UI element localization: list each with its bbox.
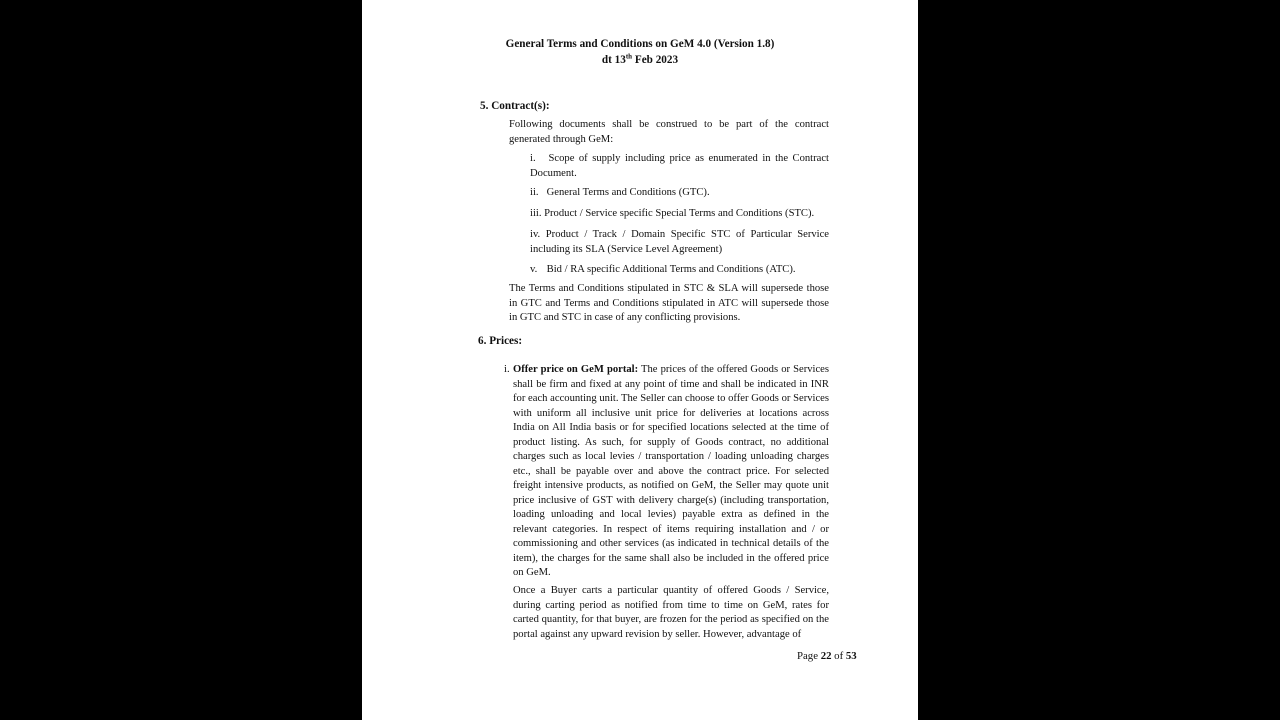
section-5-title: 5. Contract(s): [480, 100, 550, 112]
section-5-item-iii: iii. Product / Service specific Special Terms and Conditions (STC). [530, 208, 815, 219]
section-5-item-ii: ii. General Terms and Conditions (GTC). [530, 187, 710, 198]
offer-price-heading: Offer price on GeM portal: [513, 364, 639, 375]
document-title: General Terms and Conditions on GeM 4.0 (Version 1.8) [505, 38, 775, 50]
section-6-item-i-number: i. [504, 364, 510, 375]
document-page [362, 0, 918, 720]
section-5-item-iv: iv. Product / Track / Domain Specific STC of Particular Service including its SLA (Service Level Agreement) [530, 229, 829, 255]
section-6-item-i-text: Offer price on GeM portal: The prices of the offered Goods or Services shall be firm and fixed at any point of time and shall be indicated in INR for each accounting unit. The Seller can choose to offer Goods or Services with uniform all inclusive unit price for deliveries at locations across India on All India basis or for specified locations selected at the time of product listing. As such, for supply of Goods contract, no additional charges such as local levies / transportation / loading unloading charges etc., shall be payable over and above the contract price. For selected freight intensive products, as notified on GeM, the Seller may quote unit price inclusive of GST with delivery charge(s) (including transportation, loading unloading and local levies) payable extra as defined in the relevant categories. In respect of items requiring installation and / or commissioning and other services (as indicated in technical details of the item), the charges for the same shall also be included in the offered price on GeM. [513, 364, 829, 578]
section-6-title: 6. Prices: [478, 335, 523, 347]
document-date: dt 13th Feb 2023 [601, 52, 679, 66]
section-5-closing: The Terms and Conditions stipulated in STC & SLA will supersede those in GTC and Terms and Conditions stipulated in ATC will supersede those in GTC and STC in case of any conflicting provisions. [509, 283, 829, 323]
page-number: Page 22 of 53 [797, 650, 857, 662]
section-5-item-v: v. Bid / RA specific Additional Terms and Conditions (ATC). [530, 264, 796, 275]
section-6-item-i-paragraph-2: Once a Buyer carts a particular quantity of offered Goods / Service, during carting period as notified from time to time on GeM, rates for carted quantity, for that buyer, are frozen for the period as specified on the portal against any upward revision by seller. However, advantage of [513, 585, 829, 640]
section-5-intro: Following documents shall be construed to be part of the contract generated through GeM: [509, 119, 829, 145]
section-5-item-i: i. Scope of supply including price as enumerated in the Contract Document. [530, 153, 829, 179]
